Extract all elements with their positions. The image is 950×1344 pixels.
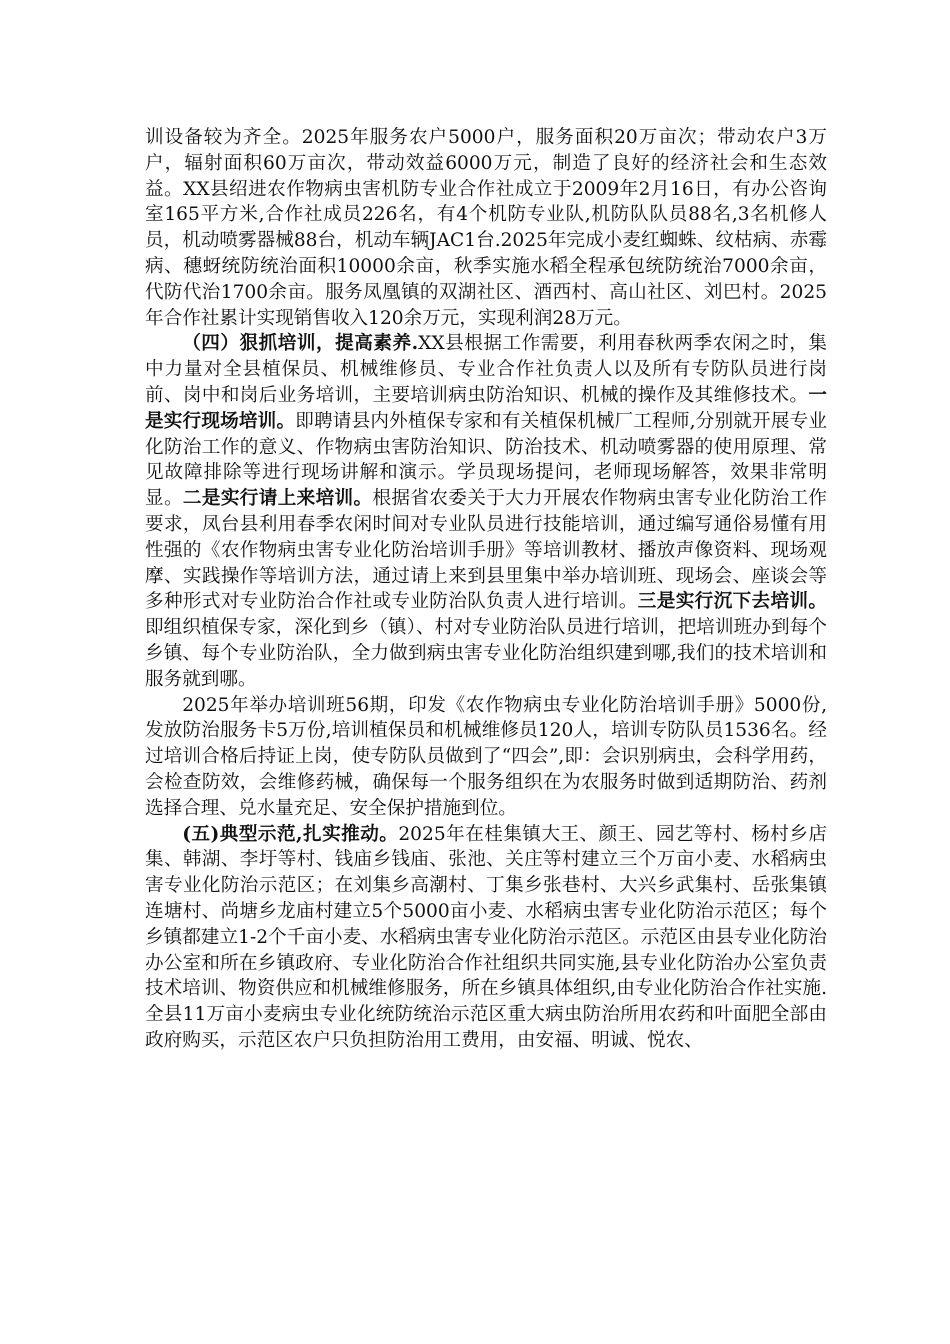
paragraph-4 xyxy=(145,822,827,1054)
paragraph-3-text: 2025年举办培训班56期，印发《农作物病虫专业化防治培训手册》5000份,发放防治服务卡5万份,培训植保员和机械维修员120人，培训专防队员1536名。经过培训合格后持证上岗，使专防队员做到了“四会”,即：会识别病虫，会科学用药，会检查防效，会维修药械，确保每一个服务组织在为农服务时做到适期防治、药剂选择合理、兑水量充足、安全保护措施到位。 xyxy=(145,694,827,819)
paragraph-2-text-4: 即组织植保专家，深化到乡（镇）、村对专业防治队员进行培训，把培训班办到每个乡镇、每个专业防治队，全力做到病虫害专业化防治组织建到哪,我们的技术培训和服务就到哪。 xyxy=(145,617,827,690)
paragraph-2-text-1: XX县根据工作需要，利用春秋两季农闲之时，集中力量对全县植保员、机械维修员、专业合作社负责人以及所有专防队员进行岗前、岗中和岗后业务培训，主要培训病虫防治知识、机械的操作及其维修技术。 xyxy=(145,333,827,406)
section-5-heading: (五)典型示范,扎实推动。 xyxy=(182,823,399,845)
section-4-heading: （四）狠抓培训，提高素养. xyxy=(182,333,419,355)
document-body xyxy=(145,125,827,1054)
paragraph-1 xyxy=(145,125,827,331)
paragraph-4-text: 2025年在桂集镇大王、颜王、园艺等村、杨村乡店集、韩湖、李圩等村、钱庙乡钱庙、张池、关庄等村建立三个万亩小麦、水稻病虫害专业化防治示范区；在刘集乡高潮村、丁集乡张巷村、大兴乡武集村、岳张集镇连塘村、尚塘乡龙庙村建立5个5000亩小麦、水稻病虫害专业化防治示范区；每个乡镇都建立1-2个千亩小麦、水稻病虫害专业化防治示范区。示范区由县专业化防治办公室和所在乡镇政府、专业化防治合作社组织共同实施,县专业化防治办公室负责技术培训、物资供应和机械维修服务，所在乡镇具体组织,由专业化防治合作社实施.全县11万亩小麦病虫专业化统防统治示范区重大病虫防治所用农药和叶面肥全部由政府购买，示范区农户只负担防治用工费用，由安福、明诚、悦农、 xyxy=(145,823,827,1051)
point-3-heading: 三是实行沉下去培训。 xyxy=(637,591,827,613)
point-2-heading: 二是实行请上来培训。 xyxy=(182,488,373,510)
paragraph-1-text: 训设备较为齐全。2025年服务农户5000户，服务面积20万亩次；带动农户3万户，辐射面积60万亩次，带动效益6000万元，制造了良好的经济社会和生态效益。XX县绍进农作物病虫害机防专业合作社成立于2009年2月16日，有办公咨询室165平方米,合作社成员226名，有4个机防专业队,机防队队员88名,3名机修人员，机动喷雾器械88台，机动车辆JAC1台.2025年完成小麦红蜘蛛、纹枯病、赤霉病、穗蚜统防统治面积10000余亩，秋季实施水稻全程承包统防统治7000余亩，代防代治1700余亩。服务凤凰镇的双湖社区、酒西村、高山社区、刘巴村。2025年合作社累计实现销售收入120余万元，实现利润28万元。 xyxy=(145,127,827,329)
paragraph-3 xyxy=(145,693,827,822)
paragraph-2 xyxy=(145,331,827,692)
paragraph-2-text-2: 即聘请县内外植保专家和有关植保机械厂工程师,分别就开展专业化防治工作的意义、作物病虫害防治知识、防治技术、机动喷雾器的使用原理、常见故障排除等进行现场讲解和演示。学员现场提问，老师现场解答，效果非常明显。 xyxy=(145,410,827,510)
paragraph-2-text-3: 根据省农委关于大力开展农作物病虫害专业化防治工作要求，凤台县利用春季农闲时间对专业队员进行技能培训，通过编写通俗易懂有用性强的《农作物病虫害专业化防治培训手册》等培训教材、播放声像资料、现场观摩、实践操作等培训方法，通过请上来到县里集中举办培训班、现场会、座谈会等多种形式对专业防治合作社或专业防治队负责人进行培训。 xyxy=(145,488,827,613)
point-1-heading: 一是实行现场培训。 xyxy=(145,384,827,432)
